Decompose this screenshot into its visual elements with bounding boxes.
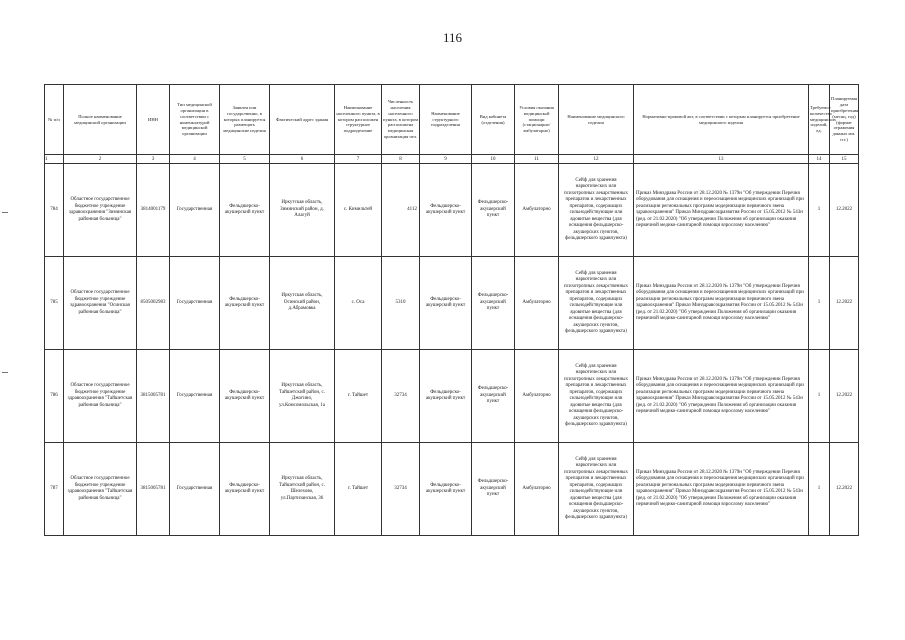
- margin-mark: [2, 372, 8, 373]
- inn-cell: 3815005781: [137, 350, 170, 443]
- planned-date-cell: 12.2022: [830, 164, 859, 257]
- planned-date-cell: 12.2022: [830, 350, 859, 443]
- header-cell: Фактический адрес здания: [270, 85, 335, 155]
- row-number: 784: [45, 164, 64, 257]
- equipment-cell: Сейф для хранения наркотических или психотропных лекарственных препаратов и лекарственных препаратов, содержащих сильнодействующие или ядовитые вещества (для оснащения фельдшерско-акушерских пунктов, фельдшерского здравпункта): [559, 350, 634, 443]
- header-cell: Наименование структурного подразделения: [420, 85, 472, 155]
- header-cell: Планируемая дата приобретения (месяц, год) (формат отражения данных мм. ггг.): [830, 85, 859, 155]
- address-cell: Иркутская область, Тайшетский район, с. Джогино, ул.Комсомольская, 1а: [270, 350, 335, 443]
- inn-cell: 3814001179: [137, 164, 170, 257]
- header-cell: Наименование населенного пункта, в котором расположен структурное подразделение: [335, 85, 382, 155]
- planned-date-cell: 12.2022: [830, 443, 859, 536]
- normative-act-cell: Приказ Минздрава России от 28.12.2020 № 1379н "Об утверждении Перечня оборудования для оснащения и переоснащения медицинских организаций при реализации региональных программ модернизации первичного звена здравоохранения" Приказ Минздравсоцразвития России от 15.05.2012 № 543н (ред. от 21.02.2020) "Об утверждении Положения об организации оказания первичной медико-санитарной помощи взрослому населению": [634, 257, 809, 350]
- building-cell: Фельдшерско-акушерский пункт: [220, 257, 270, 350]
- table-row: [45, 350, 859, 443]
- header-cell: № п/п: [45, 85, 64, 155]
- settlement-cell: г. Тайшет: [335, 443, 382, 536]
- header-row: [45, 85, 859, 155]
- header-cell: Требуемое количество медицинских изделий, ед.: [809, 85, 830, 155]
- building-cell: Фельдшерско-акушерский пункт: [220, 164, 270, 257]
- normative-act-cell: Приказ Минздрава России от 28.12.2020 № 1379н "Об утверждении Перечня оборудования для оснащения и переоснащения медицинских организаций при реализации региональных программ модернизации первичного звена здравоохранения" Приказ Минздравсоцразвития России от 15.05.2012 № 543н (ред. от 21.02.2020) "Об утверждении Положения об организации оказания первичной медико-санитарной помощи взрослому населению": [634, 350, 809, 443]
- column-number: 1: [45, 155, 64, 164]
- quantity-cell: 1: [809, 164, 830, 257]
- cabinet-cell: Фельдшерско-акушерский пункт: [472, 350, 515, 443]
- column-number: 8: [382, 155, 420, 164]
- header-cell: Полное наименование медицинской организации: [64, 85, 137, 155]
- quantity-cell: 1: [809, 350, 830, 443]
- organization-name: Областное государственное бюджетное учреждение здравоохранения "Тайшетская районная больница": [64, 443, 137, 536]
- unit-cell: Фельдшерско-акушерский пункт: [420, 257, 472, 350]
- equipment-cell: Сейф для хранения наркотических или психотропных лекарственных препаратов и лекарственных препаратов, содержащих сильнодействующие или ядовитые вещества (для оснащения фельдшерско-акушерских пунктов, фельдшерского здравпункта): [559, 257, 634, 350]
- building-cell: Фельдшерско-акушерский пункт: [220, 443, 270, 536]
- header-cell: Тип медицинской организации в соответствии с номенклатурой медицинской организации: [170, 85, 220, 155]
- header-cell: Вид кабинета (отделения): [472, 85, 515, 155]
- cabinet-cell: Фельдшерско-акушерский пункт: [472, 164, 515, 257]
- planned-date-cell: 12.2022: [830, 257, 859, 350]
- table-row: [45, 443, 859, 536]
- building-cell: Фельдшерско-акушерский пункт: [220, 350, 270, 443]
- org-type-cell: Государственная: [170, 164, 220, 257]
- org-type-cell: Государственная: [170, 257, 220, 350]
- margin-mark: [2, 212, 8, 213]
- unit-cell: Фельдшерско-акушерский пункт: [420, 350, 472, 443]
- quantity-cell: 1: [809, 443, 830, 536]
- column-number: 12: [559, 155, 634, 164]
- cabinet-cell: Фельдшерско-акушерский пункт: [472, 257, 515, 350]
- cabinet-cell: Фельдшерско-акушерский пункт: [472, 443, 515, 536]
- column-number: 10: [472, 155, 515, 164]
- column-number: 15: [830, 155, 859, 164]
- inn-cell: 8505002983: [137, 257, 170, 350]
- org-type-cell: Государственная: [170, 350, 220, 443]
- medical-equipment-table: [44, 84, 859, 536]
- column-number: 4: [170, 155, 220, 164]
- column-number: 14: [809, 155, 830, 164]
- population-cell: 4112: [382, 164, 420, 257]
- address-cell: Иркутская область, Зиминский район, д. Алагуй: [270, 164, 335, 257]
- conditions-cell: Амбулаторно: [515, 164, 559, 257]
- row-number: 786: [45, 350, 64, 443]
- org-type-cell: Государственная: [170, 443, 220, 536]
- population-cell: 32734: [382, 443, 420, 536]
- column-number: 9: [420, 155, 472, 164]
- inn-cell: 3815005781: [137, 443, 170, 536]
- column-number: 6: [270, 155, 335, 164]
- row-number: 785: [45, 257, 64, 350]
- row-number: 787: [45, 443, 64, 536]
- column-number: 5: [220, 155, 270, 164]
- quantity-cell: 1: [809, 257, 830, 350]
- organization-name: Областное государственное бюджетное учреждение здравоохранения "Тайшетская районная больница": [64, 350, 137, 443]
- header-cell: Заявлен или государственно, в которых планируется размещать медицинские изделия: [220, 85, 270, 155]
- header-cell: Численность населения населенного пункта, в котором расположена медицинская организация чел.: [382, 85, 420, 155]
- page-number: 116: [442, 30, 463, 45]
- header-cell: Нормативно-правовой акт, в соответствии с которым планируется приобретение медицинского изделия: [634, 85, 809, 155]
- table-row: [45, 164, 859, 257]
- normative-act-cell: Приказ Минздрава России от 28.12.2020 № 1379н "Об утверждении Перечня оборудования для оснащения и переоснащения медицинских организаций при реализации региональных программ модернизации первичного звена здравоохранения" Приказ Минздравсоцразвития России от 15.05.2012 № 543н (ред. от 21.02.2020) "Об утверждении Положения об организации оказания первичной медико-санитарной помощи взрослому населению": [634, 443, 809, 536]
- table-row: [45, 257, 859, 350]
- equipment-cell: Сейф для хранения наркотических или психотропных лекарственных препаратов и лекарственных препаратов, содержащих сильнодействующие или ядовитые вещества (для оснащения фельдшерско-акушерских пунктов, фельдшерского здравпункта): [559, 164, 634, 257]
- conditions-cell: Амбулаторно: [515, 443, 559, 536]
- normative-act-cell: Приказ Минздрава России от 28.12.2020 № 1379н "Об утверждении Перечня оборудования для оснащения и переоснащения медицинских организаций при реализации региональных программ модернизации первичного звена здравоохранения" Приказ Минздравсоцразвития России от 15.05.2012 № 543н (ред. от 21.02.2020) "Об утверждении Положения об организации оказания первичной медико-санитарной помощи взрослому населению": [634, 164, 809, 257]
- settlement-cell: с. Кимильтей: [335, 164, 382, 257]
- unit-cell: Фельдшерско-акушерский пункт: [420, 164, 472, 257]
- column-number: 13: [634, 155, 809, 164]
- organization-name: Областное государственное бюджетное учреждение здравоохранения "Осинская районная больница": [64, 257, 137, 350]
- settlement-cell: с. Оса: [335, 257, 382, 350]
- header-cell: Наименование медицинского изделия: [559, 85, 634, 155]
- column-number: 7: [335, 155, 382, 164]
- organization-name: Областное государственное бюджетное учреждение здравоохранения "Зиминская районная больница": [64, 164, 137, 257]
- conditions-cell: Амбулаторно: [515, 350, 559, 443]
- address-cell: Иркутская область, Осинский район, д.Абрамовка: [270, 257, 335, 350]
- column-number: 2: [64, 155, 137, 164]
- population-cell: 5310: [382, 257, 420, 350]
- settlement-cell: г. Тайшет: [335, 350, 382, 443]
- population-cell: 32734: [382, 350, 420, 443]
- conditions-cell: Амбулаторно: [515, 257, 559, 350]
- column-number: 11: [515, 155, 559, 164]
- column-number: 3: [137, 155, 170, 164]
- header-cell: Условия оказания медицинской помощи (стационарно/амбулаторно): [515, 85, 559, 155]
- unit-cell: Фельдшерско-акушерский пункт: [420, 443, 472, 536]
- address-cell: Иркутская область, Тайшетский район, с. Шелехово, ул.Партизанская, 36: [270, 443, 335, 536]
- equipment-cell: Сейф для хранения наркотических или психотропных лекарственных препаратов и лекарственных препаратов, содержащих сильнодействующие или ядовитые вещества (для оснащения фельдшерско-акушерских пунктов, фельдшерского здравпункта): [559, 443, 634, 536]
- column-number-row: [45, 155, 859, 164]
- header-cell: ИНН: [137, 85, 170, 155]
